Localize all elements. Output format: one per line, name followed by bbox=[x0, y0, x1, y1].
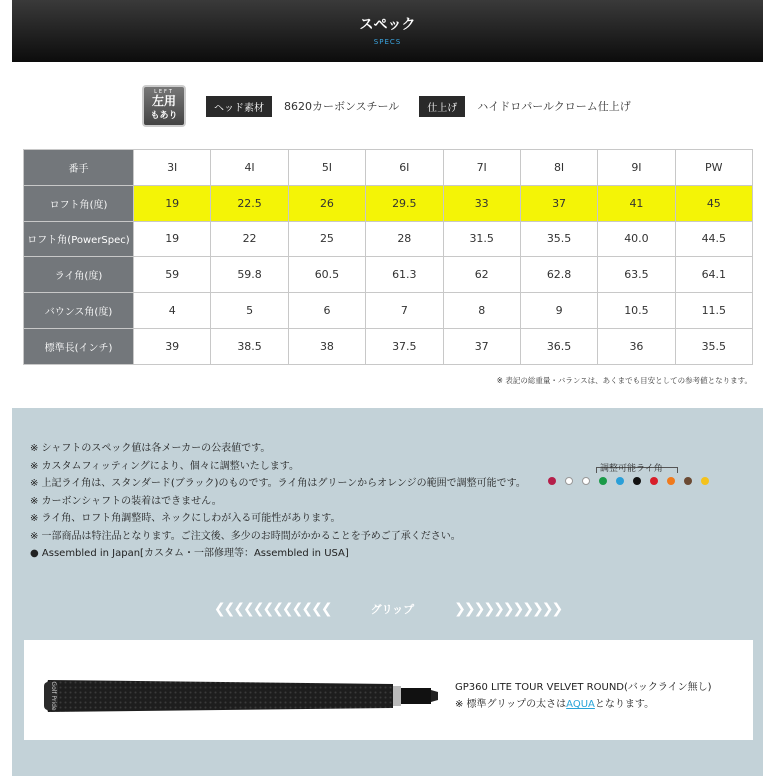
column-header: PW bbox=[675, 150, 752, 186]
note-line: ※ カーボンシャフトの装着はできません。 bbox=[30, 495, 222, 507]
table-cell: 8 bbox=[443, 293, 520, 329]
table-cell: 10.5 bbox=[598, 293, 675, 329]
right-arrows-icon: ❯❯❯❯❯❯❯❯❯❯❯ bbox=[454, 601, 562, 617]
lie-color-legend bbox=[548, 461, 718, 491]
table-cell: 33 bbox=[443, 185, 520, 221]
table-cell: 45 bbox=[675, 185, 752, 221]
grip-note: ※ 標準グリップの太さはAQUAとなります。 bbox=[455, 699, 655, 710]
table-cell: 44.5 bbox=[675, 221, 752, 257]
column-header: 6I bbox=[366, 150, 443, 186]
table-cell: 5 bbox=[211, 293, 288, 329]
table-row bbox=[24, 257, 753, 293]
table-cell: 31.5 bbox=[443, 221, 520, 257]
lie-color-dot bbox=[582, 477, 590, 485]
grip-image bbox=[38, 670, 438, 722]
table-cell: 19 bbox=[134, 185, 211, 221]
table-cell: 35.5 bbox=[520, 221, 597, 257]
lie-color-dot bbox=[565, 477, 573, 485]
table-cell: 22.5 bbox=[211, 185, 288, 221]
table-cell: 37 bbox=[520, 185, 597, 221]
row-label: ロフト角(度) bbox=[24, 185, 134, 221]
table-cell: 39 bbox=[134, 328, 211, 364]
lie-color-dot bbox=[599, 477, 607, 485]
table-cell: 11.5 bbox=[675, 293, 752, 329]
table-cell: 36 bbox=[598, 328, 675, 364]
table-cell: 7 bbox=[366, 293, 443, 329]
notes-list bbox=[30, 440, 526, 563]
table-cell: 40.0 bbox=[598, 221, 675, 257]
note-line: ※ ライ角、ロフト角調整時、ネックにしわが入る可能性があります。 bbox=[30, 513, 341, 524]
lie-color-dot bbox=[616, 477, 624, 485]
table-row bbox=[24, 328, 753, 364]
grip-title: グリップ bbox=[370, 603, 415, 616]
table-cell: 61.3 bbox=[366, 257, 443, 293]
lie-color-dot bbox=[633, 477, 641, 485]
table-cell: 6 bbox=[288, 293, 365, 329]
finish-label: 仕上げ bbox=[419, 96, 465, 117]
column-header: 7I bbox=[443, 150, 520, 186]
table-cell: 35.5 bbox=[675, 328, 752, 364]
row-label: バウンス角(度) bbox=[24, 293, 134, 329]
column-header: 8I bbox=[520, 150, 597, 186]
table-cell: 26 bbox=[288, 185, 365, 221]
lie-color-dot bbox=[548, 477, 556, 485]
table-cell: 25 bbox=[288, 221, 365, 257]
table-cell: 41 bbox=[598, 185, 675, 221]
table-row bbox=[24, 221, 753, 257]
note-line: ※ 一部商品は特注品となります。ご注文後、多少のお時間がかかることを予めご了承ください。 bbox=[30, 530, 461, 542]
column-header: 5I bbox=[288, 150, 365, 186]
spec-table bbox=[23, 149, 753, 365]
table-cell: 28 bbox=[366, 221, 443, 257]
aqua-link[interactable]: AQUA bbox=[566, 699, 595, 710]
lie-color-dot bbox=[701, 477, 709, 485]
table-header-label: 番手 bbox=[24, 150, 134, 186]
table-cell: 38 bbox=[288, 328, 365, 364]
note-line: ● Assembled in Japan[カスタム・一部修理等：Assembled in USA] bbox=[30, 548, 349, 559]
table-cell: 19 bbox=[134, 221, 211, 257]
note-line: ※ 上記ライ角は、スタンダード(ブラック)のものです。ライ角はグリーンからオレンジの範囲で調整可能です。 bbox=[30, 478, 526, 489]
table-cell: 62.8 bbox=[520, 257, 597, 293]
note-line: ※ シャフトのスペック値は各メーカーの公表値です。 bbox=[30, 443, 271, 454]
table-row bbox=[24, 185, 753, 221]
left-handed-badge: LEFT 左用 もあり bbox=[142, 85, 186, 127]
note-line: ※ カスタムフィッティングにより、個々に調整いたします。 bbox=[30, 460, 299, 472]
table-cell: 36.5 bbox=[520, 328, 597, 364]
table-cell: 9 bbox=[520, 293, 597, 329]
column-header: 4I bbox=[211, 150, 288, 186]
left-arrows-icon: ❮❮❮❮❮❮❮❮❮❮❮❮ bbox=[213, 601, 331, 617]
head-material-label: ヘッド素材 bbox=[206, 96, 272, 117]
grip-name: GP360 LITE TOUR VELVET ROUND(バックライン無し) bbox=[455, 682, 712, 693]
lie-color-dot bbox=[650, 477, 658, 485]
column-header: 9I bbox=[598, 150, 675, 186]
section-header bbox=[12, 0, 763, 62]
grip-card bbox=[24, 640, 753, 740]
table-cell: 62 bbox=[443, 257, 520, 293]
table-row bbox=[24, 293, 753, 329]
lie-color-dot bbox=[667, 477, 675, 485]
table-cell: 29.5 bbox=[366, 185, 443, 221]
row-label: 標準長(インチ) bbox=[24, 328, 134, 364]
table-cell: 4 bbox=[134, 293, 211, 329]
grip-brand-text: Golf Pride bbox=[50, 681, 57, 711]
lie-color-dot bbox=[684, 477, 692, 485]
table-cell: 38.5 bbox=[211, 328, 288, 364]
column-header: 3I bbox=[134, 150, 211, 186]
finish-value: ハイドロパールクローム仕上げ bbox=[477, 100, 631, 113]
grip-header bbox=[12, 598, 763, 620]
lie-label: 調整可能ライ角 bbox=[600, 464, 663, 474]
table-cell: 37 bbox=[443, 328, 520, 364]
material-row bbox=[142, 86, 631, 126]
head-material-value: 8620カーボンスチール bbox=[284, 100, 400, 113]
table-cell: 64.1 bbox=[675, 257, 752, 293]
table-cell: 60.5 bbox=[288, 257, 365, 293]
table-cell: 63.5 bbox=[598, 257, 675, 293]
table-cell: 59.8 bbox=[211, 257, 288, 293]
table-cell: 37.5 bbox=[366, 328, 443, 364]
section-subtitle: SPECS bbox=[373, 38, 402, 46]
row-label: ライ角(度) bbox=[24, 257, 134, 293]
section-title: スペック bbox=[359, 17, 416, 33]
table-note: ※ 表記の総重量・バランスは、あくまでも目安としての参考値となります。 bbox=[496, 376, 752, 385]
table-cell: 59 bbox=[134, 257, 211, 293]
table-cell: 22 bbox=[211, 221, 288, 257]
row-label: ロフト角(PowerSpec) bbox=[24, 221, 134, 257]
